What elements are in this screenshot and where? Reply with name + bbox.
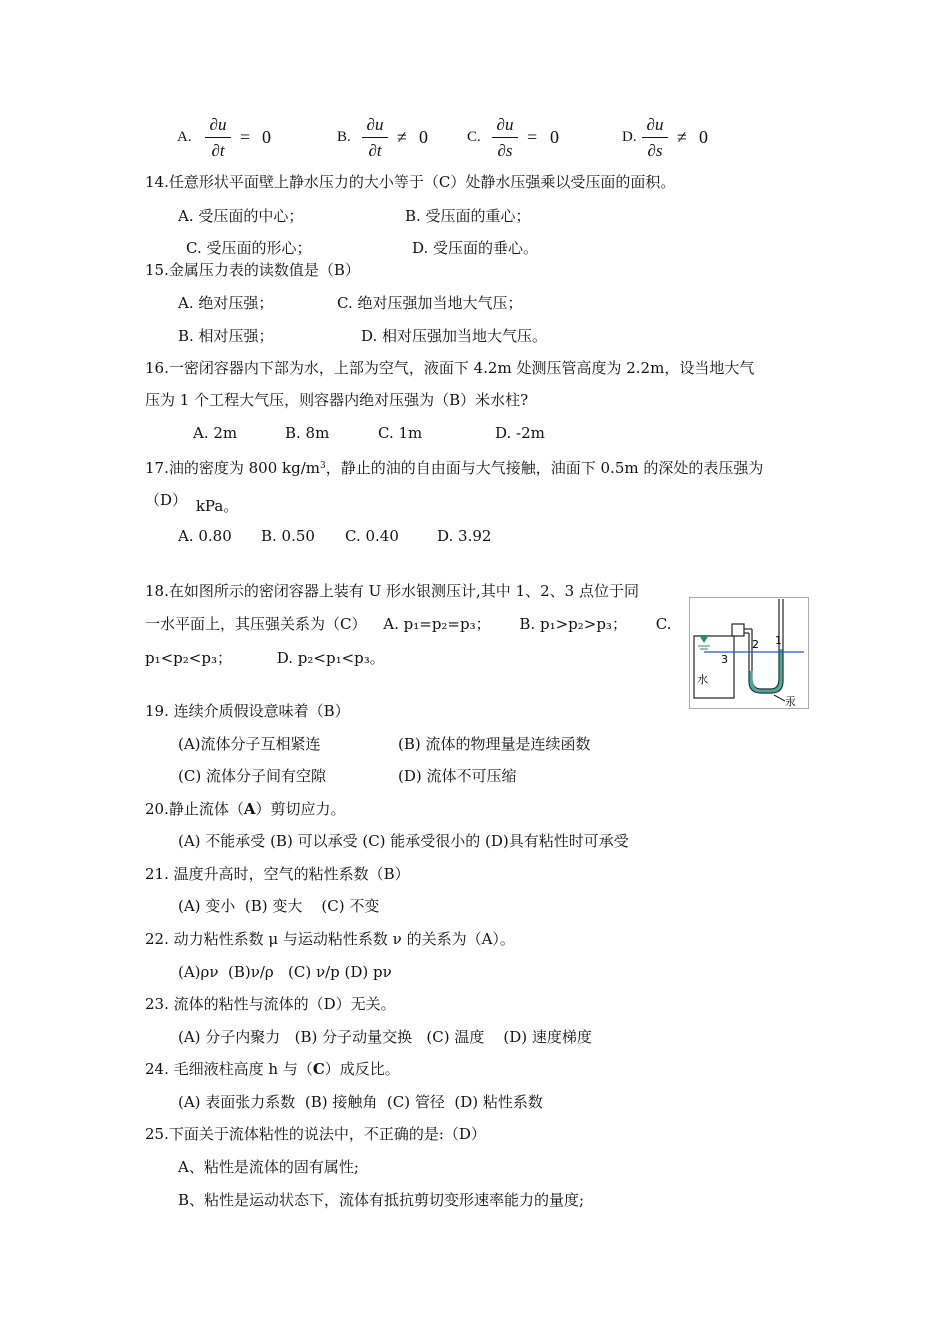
q13-c-relation: = <box>527 127 538 147</box>
label-point-3: 3 <box>721 653 728 666</box>
q20-stem <box>145 799 346 819</box>
label-point-1: 1 <box>775 634 782 647</box>
q13-option-c-fraction <box>490 115 520 161</box>
q16-stem-line-1: 16.一密闭容器内下部为水，上部为空气，液面下 4.2m 处测压管高度为 2.2m，设当地大气 <box>145 359 755 377</box>
q17-stem-line-2 <box>145 490 239 515</box>
q15-option-d: D. 相对压强加当地大气压。 <box>361 327 548 345</box>
q13-a-numerator: ∂u <box>209 115 227 134</box>
q21-options: (A) 变小 (B) 变大 (C) 不变 <box>178 897 380 915</box>
q13-a-denominator: ∂t <box>211 141 225 160</box>
q17-unit: kPa。 <box>195 497 239 515</box>
q13-d-rhs: 0 <box>699 127 708 147</box>
q13-d-relation: ≠ <box>677 127 687 147</box>
q20-stem-pre: 20.静止流体（ <box>145 800 244 818</box>
q20-options: (A) 不能承受 (B) 可以承受 (C) 能承受很小的 (D)具有粘性时可承受 <box>178 832 629 850</box>
q17-answer: （D） <box>145 491 188 509</box>
q13-option-d-letter: D. <box>622 129 637 145</box>
q17-option-c: C. 0.40 <box>345 527 399 545</box>
q14-option-a: A. 受压面的中心； <box>178 207 304 225</box>
label-point-2: 2 <box>752 638 759 651</box>
q16-option-a: A. 2m <box>193 424 238 442</box>
q17-option-a: A. 0.80 <box>178 527 232 545</box>
q19-option-c: (C) 流体分子间有空隙 <box>178 767 326 785</box>
q16-stem-line-2: 压为 1 个工程大气压，则容器内绝对压强为（B）米水柱? <box>145 391 529 409</box>
q15-option-a: A. 绝对压强； <box>178 294 274 312</box>
q13-c-numerator: ∂u <box>496 115 514 134</box>
q17-option-d: D. 3.92 <box>437 527 492 545</box>
q13-d-numerator: ∂u <box>646 115 664 134</box>
q16-option-c: C. 1m <box>378 424 423 442</box>
q18-option-c: p₁<p₂<p₃； <box>145 649 232 667</box>
q13-option-c-letter: C. <box>467 129 481 145</box>
q14-stem: 14.任意形状平面壁上静水压力的大小等于（C）处静水压强乘以受压面的面积。 <box>145 173 676 191</box>
q22-options: (A)ρν (B)ν/ρ (C) ν/p (D) pν <box>178 963 392 981</box>
q17-stem-line-1 <box>145 456 763 478</box>
q13-c-rhs: 0 <box>550 127 559 147</box>
q16-option-d: D. -2m <box>495 424 545 442</box>
q17-stem-post: ，静止的油的自由面与大气接触，油面下 0.5m 的深处的表压强为 <box>325 459 764 477</box>
q14-option-b: B. 受压面的重心； <box>405 207 531 225</box>
q18-stem-line-1: 18.在如图所示的密闭容器上装有 U 形水银测压计,其中 1、2、3 点位于同 <box>145 582 639 600</box>
q19-option-d: (D) 流体不可压缩 <box>398 767 517 785</box>
q20-answer: A <box>243 800 256 818</box>
q17-stem-pre: 17.油的密度为 800 kg/m <box>145 459 320 477</box>
q21-stem: 21. 温度升高时，空气的粘性系数（B） <box>145 865 410 883</box>
label-water: 水 <box>697 673 708 686</box>
label-mercury: 汞 <box>785 695 796 708</box>
q24-options: (A) 表面张力系数 (B) 接触角 (C) 管径 (D) 粘性系数 <box>178 1093 543 1111</box>
q20-stem-post: ）剪切应力。 <box>255 800 346 818</box>
q18-stem-text: 一水平面上，其压强关系为（C） <box>145 615 367 633</box>
q17-unit-exponent: 3 <box>320 461 326 471</box>
q18-stem-line-3 <box>145 648 385 668</box>
fraction-bar <box>205 137 231 138</box>
q18-option-d: D. p₂<p₁<p₃。 <box>276 649 385 667</box>
q13-b-rhs: 0 <box>419 127 428 147</box>
q16-option-b: B. 8m <box>285 424 330 442</box>
q13-option-a-fraction <box>203 115 233 161</box>
q13-b-relation: ≠ <box>397 127 407 147</box>
q13-option-b-letter: B. <box>337 129 351 145</box>
q22-stem: 22. 动力粘性系数 μ 与运动粘性系数 ν 的关系为（A）。 <box>145 930 515 948</box>
q13-d-denominator: ∂s <box>647 141 663 160</box>
q25-option-a: A、粘性是流体的固有属性; <box>178 1158 359 1176</box>
fraction-bar <box>492 137 518 138</box>
q13-a-rhs: 0 <box>262 127 271 147</box>
container-neck <box>732 624 744 636</box>
q13-b-denominator: ∂t <box>368 141 382 160</box>
q13-option-a-letter: A. <box>177 129 192 145</box>
q19-option-a: (A)流体分子互相紧连 <box>178 735 321 753</box>
manometer-figure <box>689 597 809 709</box>
q14-option-c: C. 受压面的形心； <box>186 239 312 257</box>
q13-b-numerator: ∂u <box>366 115 384 134</box>
q14-option-d: D. 受压面的垂心。 <box>412 239 539 257</box>
q24-stem <box>145 1059 400 1079</box>
q18-option-a: A. p₁=p₂=p₃； <box>383 615 491 633</box>
q25-option-b: B、粘性是运动状态下，流体有抵抗剪切变形速率能力的量度; <box>178 1191 585 1209</box>
q19-option-b: (B) 流体的物理量是连续函数 <box>398 735 591 753</box>
q25-stem: 25.下面关于流体粘性的说法中，不正确的是:（D） <box>145 1125 486 1143</box>
q23-stem: 23. 流体的粘性与流体的（D）无关。 <box>145 995 396 1013</box>
q24-stem-pre: 24. 毛细液柱高度 h 与（ <box>145 1060 313 1078</box>
q13-option-d-fraction <box>640 115 670 161</box>
q24-stem-post: ）成反比。 <box>324 1060 400 1078</box>
q24-answer: C <box>312 1060 325 1078</box>
q18-stem-line-2 <box>145 614 671 634</box>
q13-a-relation: = <box>240 127 251 147</box>
fraction-bar <box>362 137 388 138</box>
q18-option-b: B. p₁>p₂>p₃； <box>519 615 627 633</box>
q13-option-b-fraction <box>360 115 390 161</box>
container-body <box>694 636 734 698</box>
q23-options: (A) 分子内聚力 (B) 分子动量交换 (C) 温度 (D) 速度梯度 <box>178 1028 592 1046</box>
fraction-bar <box>642 137 668 138</box>
q15-option-b: B. 相对压强； <box>178 327 274 345</box>
q15-stem: 15.金属压力表的读数值是（B） <box>145 261 360 279</box>
q13-c-denominator: ∂s <box>497 141 513 160</box>
q17-option-b: B. 0.50 <box>261 527 315 545</box>
q18-option-c-letter: C. <box>655 615 672 633</box>
q19-stem: 19. 连续介质假设意味着（B） <box>145 702 350 720</box>
q15-option-c: C. 绝对压强加当地大气压； <box>337 294 523 312</box>
